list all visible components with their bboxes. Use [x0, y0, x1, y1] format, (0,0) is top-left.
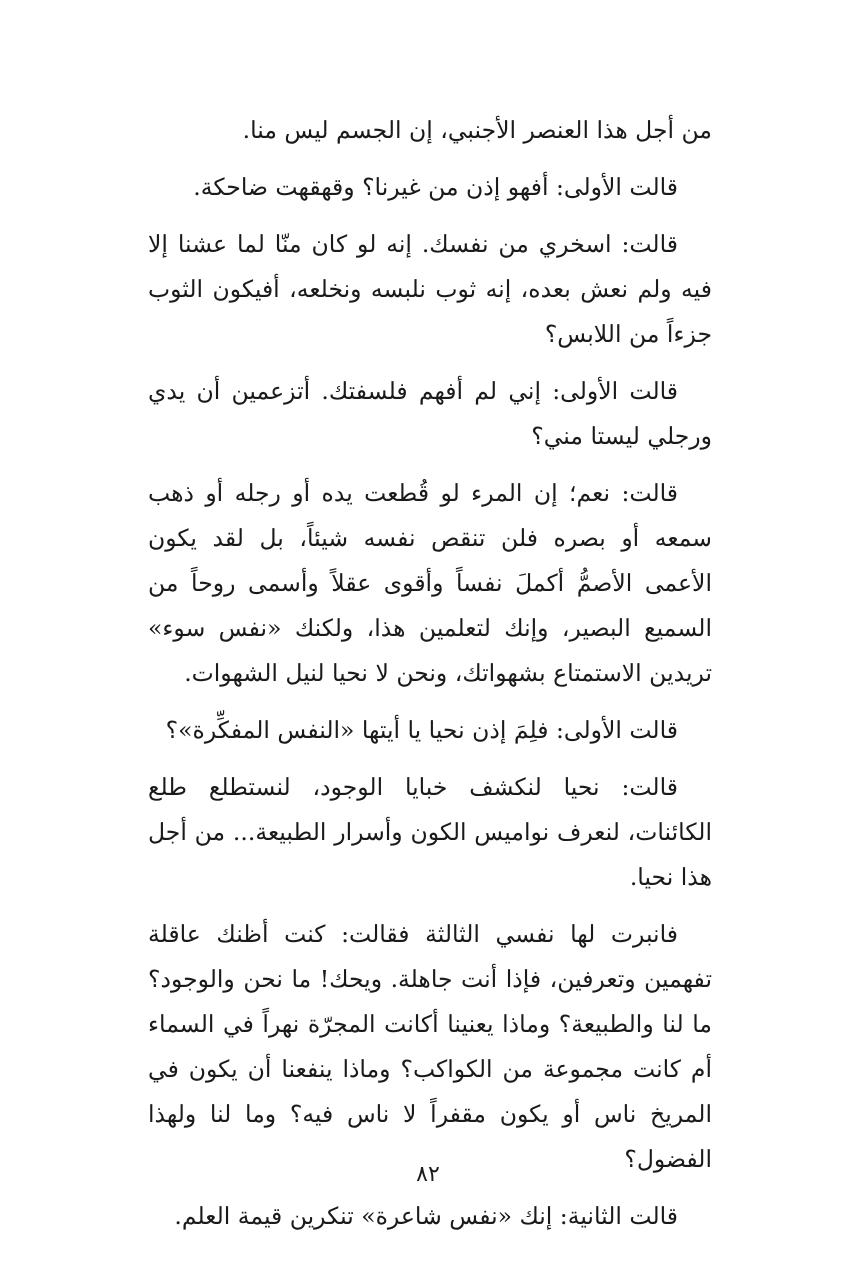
paragraph: قالت: اسخري من نفسك. إنه لو كان منّا لما عشنا إلا فيه ولم نعش بعده، إنه ثوب نلبسه ونخلعه، أفيكون الثوب جزءاً من اللابس؟ — [148, 230, 712, 348]
page-number: ٨٢ — [416, 1162, 440, 1187]
paragraph: قالت الثانية: إنك «نفس شاعرة» تنكرين قيمة العلم. — [174, 1202, 678, 1230]
paragraph: قالت: نعم؛ إن المرء لو قُطعت يده أو رجله أو ذهب سمعه أو بصره فلن تنقص نفسه شيئاً، بل لقد يكون الأعمى الأصمُّ أكملَ نفساً وأقوى عقلاً وأسمى روحاً من السميع البصير، وإنك لتعلمين هذا، ولكنك «نفس سوء» تريدين الاستمتاع بشهواتك، ونحن لا نحيا لنيل الشهوات. — [148, 479, 712, 687]
body-text — [148, 108, 712, 1251]
paragraph: قالت الأولى: إني لم أفهم فلسفتك. أتزعمين أن يدي ورجلي ليستا مني؟ — [148, 377, 712, 450]
paragraph: فانبرت لها نفسي الثالثة فقالت: كنت أظنك عاقلة تفهمين وتعرفين، فإذا أنت جاهلة. ويحك! ما نحن والوجود؟ ما لنا والطبيعة؟ وماذا يعنينا أكانت المجرّة نهراً في السماء أم كانت مجموعة من الكواكب؟ وماذا ينفعنا أن يكون في المريخ ناس أو يكون مقفراً لا ناس فيه؟ وما لنا ولهذا الفضول؟ — [148, 920, 712, 1173]
paragraph: من أجل هذا العنصر الأجنبي، إن الجسم ليس منا. — [242, 116, 712, 144]
paragraph: قالت الأولى: فلِمَ إذن نحيا يا أيتها «النفس المفكِّرة»؟ — [165, 716, 678, 744]
paragraph: قالت: نحيا لنكشف خبايا الوجود، لنستطلع طلع الكائنات، لنعرف نواميس الكون وأسرار الطبيعة... من أجل هذا نحيا. — [148, 773, 712, 891]
paragraph: قالت الأولى: أفهو إذن من غيرنا؟ وقهقهت ضاحكة. — [193, 173, 678, 201]
